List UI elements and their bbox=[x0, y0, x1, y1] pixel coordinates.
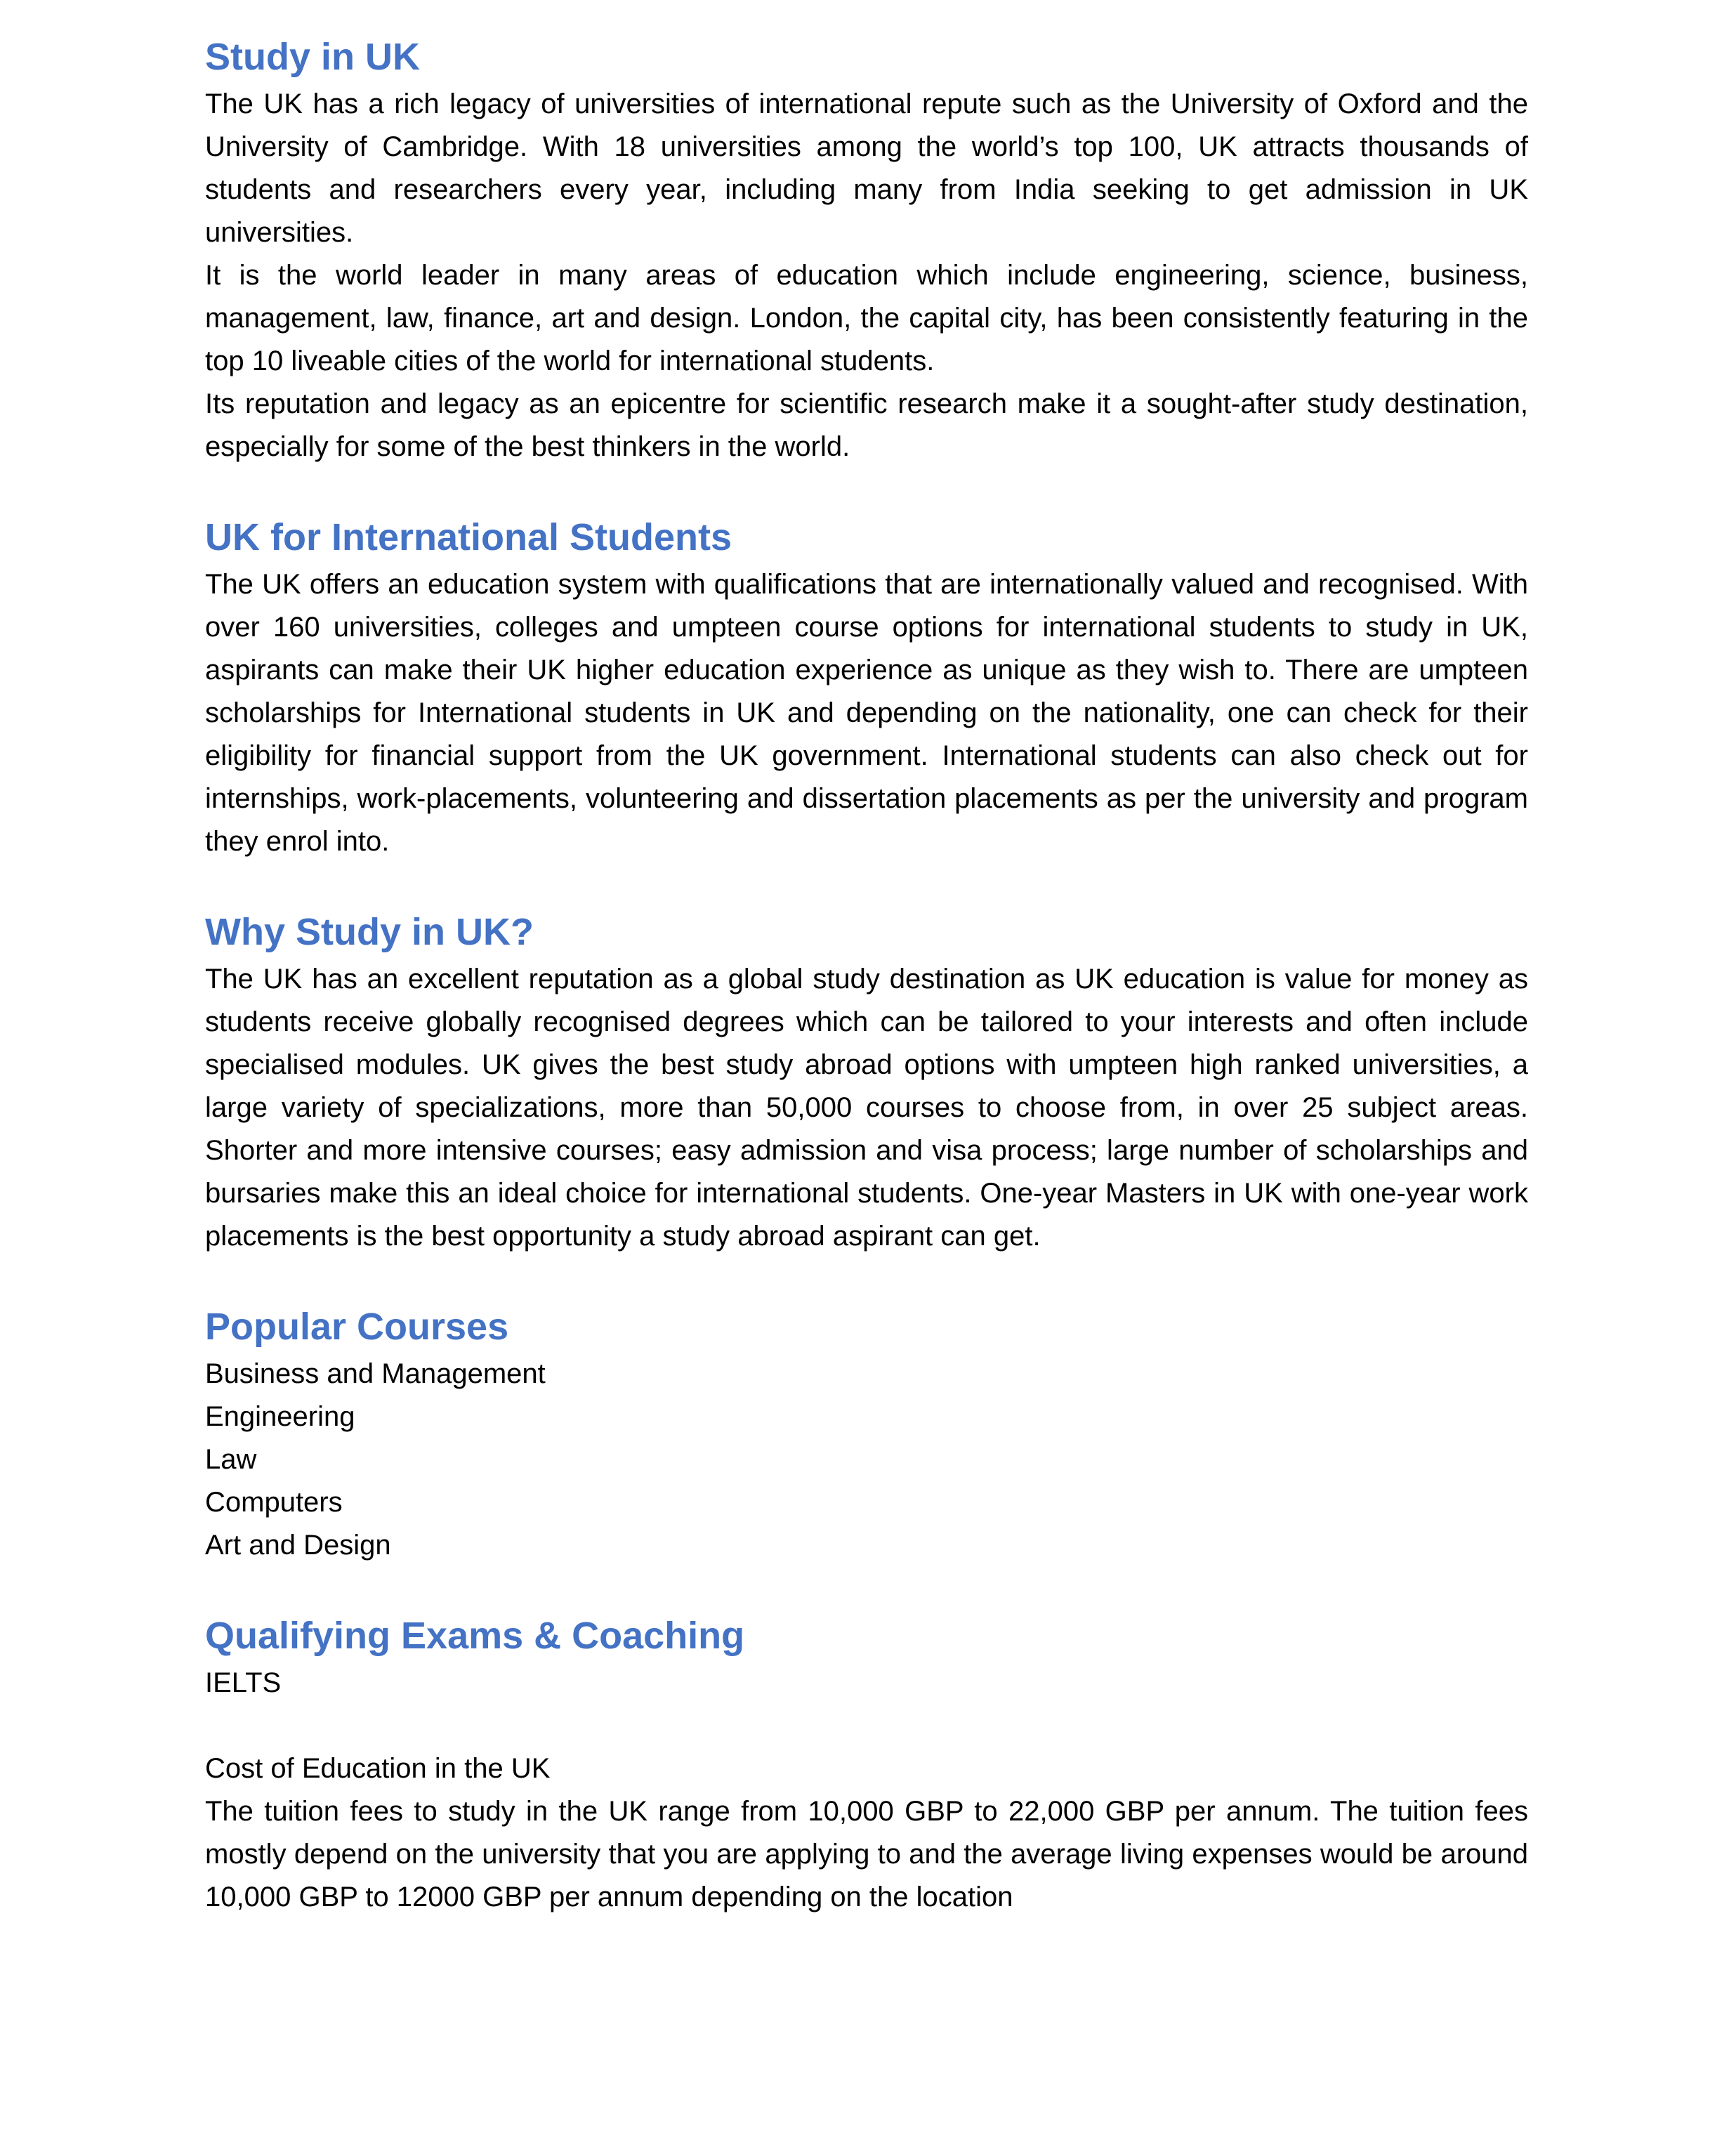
paragraph: The UK offers an education system with qualifications that are internationally valued and recognised. With over 160 universities, colleges and umpteen course options for international students to study in UK, aspirants can make their UK higher education experience as unique as they wish to. There are umpteen scholarships for International students in UK and depending on the nationality, one can check for their eligibility for financial support from the UK government. International students can also check out for internships, work-placements, volunteering and dissertation placements as per the university and program they enrol into. bbox=[205, 569, 1528, 857]
section-heading-study-in-uk: Study in UK bbox=[205, 36, 420, 78]
section-heading-qualifying-exams: Qualifying Exams & Coaching bbox=[205, 1615, 745, 1657]
course-item: Law bbox=[205, 1444, 257, 1475]
paragraph: The tuition fees to study in the UK range from 10,000 GBP to 22,000 GBP per annum. The tuition fees mostly depend on the university that you are applying to and the average living expenses would be around 10,000 GBP to 12000 GBP per annum depending on the location bbox=[205, 1796, 1528, 1912]
section-spacer bbox=[205, 1705, 1528, 1747]
section-spacer bbox=[205, 1258, 1528, 1301]
cost-subheading: Cost of Education in the UK bbox=[205, 1753, 551, 1784]
paragraph: Its reputation and legacy as an epicentre for scientific research make it a sought-after study destination, especially for some of the best thinkers in the world. bbox=[205, 388, 1528, 462]
section-spacer bbox=[205, 1567, 1528, 1610]
exam-list bbox=[205, 1662, 1528, 1705]
section-spacer bbox=[205, 468, 1528, 511]
course-item: Engineering bbox=[205, 1401, 355, 1432]
course-item: Art and Design bbox=[205, 1530, 391, 1561]
section-spacer bbox=[205, 863, 1528, 906]
section-heading-popular-courses: Popular Courses bbox=[205, 1306, 509, 1348]
paragraph: The UK has an excellent reputation as a global study destination as UK education is value for money as students receive globally recognised degrees which can be tailored to your interests and often include specialised modules. UK gives the best study abroad options with umpteen high ranked universities, a large variety of specializations, more than 50,000 courses to choose from, in over 25 subject areas. Shorter and more intensive courses; easy admission and visa process; large number of scholarships and bursaries make this an ideal choice for international students. One-year Masters in UK with one-year work placements is the best opportunity a study abroad aspirant can get. bbox=[205, 964, 1528, 1252]
course-item: Computers bbox=[205, 1487, 343, 1518]
paragraph: It is the world leader in many areas of education which include engineering, science, business, management, law, finance, art and design. London, the capital city, has been consistently featuring in the top 10 liveable cities of the world for international students. bbox=[205, 260, 1528, 376]
section-heading-why-study: Why Study in UK? bbox=[205, 911, 534, 953]
course-item: Business and Management bbox=[205, 1358, 546, 1389]
document-page bbox=[205, 31, 1528, 1919]
paragraph: The UK has a rich legacy of universities of international repute such as the University of Oxford and the University of Cambridge. With 18 universities among the world’s top 100, UK attracts thousands of students and researchers every year, including many from India seeking to get admission in UK universities. bbox=[205, 88, 1528, 248]
exam-item: IELTS bbox=[205, 1667, 282, 1698]
section-heading-international-students: UK for International Students bbox=[205, 516, 732, 558]
course-list bbox=[205, 1353, 1528, 1567]
